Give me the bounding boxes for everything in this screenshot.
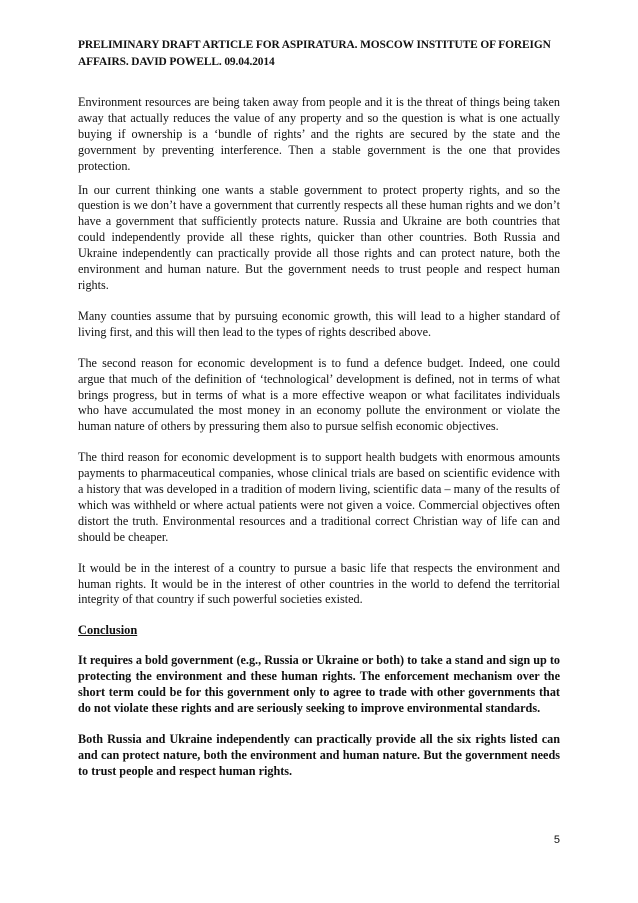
header-line-2: AFFAIRS. DAVID POWELL. 09.04.2014 bbox=[78, 56, 275, 68]
conclusion-paragraph-2: Both Russia and Ukraine independently can practically provide all the six rights listed can and can protect nature, both the environment and human nature. But the government needs to trust people and respect human rights. bbox=[78, 731, 560, 778]
conclusion-heading: Conclusion bbox=[78, 623, 138, 638]
paragraph-2: In our current thinking one wants a stable government to protect property rights, and so the question is we don’t have a government that currently respects all these human rights and we don’t have a government that sufficiently protects nature. Russia and Ukraine are both countries that could independently provide all these rights, quicker than other countries. Both Russia and Ukraine independently can practically provide all those rights and can protect nature, both the environment and human nature. But the government needs to trust people and respect human rights. bbox=[78, 182, 560, 292]
paragraph-4: The second reason for economic development is to fund a defence budget. Indeed, one could argue that much of the definition of ‘technological’ development is defined, not in terms of what brings progress, but in terms of what is a more effective weapon or what facilitates individuals who have accumulated the most money in an economy pollute the environment or violate the human nature of others by pressuring them also to pursue selfish economic objectives. bbox=[78, 355, 560, 434]
paragraph-3: Many counties assume that by pursuing economic growth, this will lead to a higher standard of living first, and this will then lead to the types of rights described above. bbox=[78, 308, 560, 339]
paragraph-1: Environment resources are being taken away from people and it is the threat of things being taken away that actually reduces the value of any property and so the question is what is one actually buying if ownership is a ‘bundle of rights’ and the rights are secured by the state and the government by preventing interference. Then a stable government is the one that provides protection. bbox=[78, 95, 560, 173]
page-number: 5 bbox=[553, 834, 560, 846]
document-body bbox=[78, 95, 560, 788]
document-header bbox=[78, 37, 560, 71]
paragraph-6: It would be in the interest of a country to pursue a basic life that respects the environment and human rights. It would be in the interest of other countries in the world to defend the territorial integrity of that country if such powerful societies existed. bbox=[78, 560, 560, 607]
header-line-1: PRELIMINARY DRAFT ARTICLE FOR ASPIRATURA. MOSCOW INSTITUTE OF FOREIGN bbox=[78, 39, 551, 51]
paragraph-5: The third reason for economic development is to support health budgets with enormous amounts payments to pharmaceutical companies, whose clinical trials are based on scientific evidence with a history that was developed in a tradition of modern living, scientific data – many of the results of which was withheld or where actual patients were not given a voice. Commercial objectives often distort the truth. Environmental resources and a traditional correct Christian way of life can and should be cheaper. bbox=[78, 450, 560, 544]
conclusion-paragraph-1: It requires a bold government (e.g., Russia or Ukraine or both) to take a stand and sign up to protecting the environment and these human rights. The enforcement mechanism over the short term could be for this government only to agree to trade with other governments that do not violate these rights and are seriously seeking to improve environmental standards. bbox=[78, 653, 560, 715]
